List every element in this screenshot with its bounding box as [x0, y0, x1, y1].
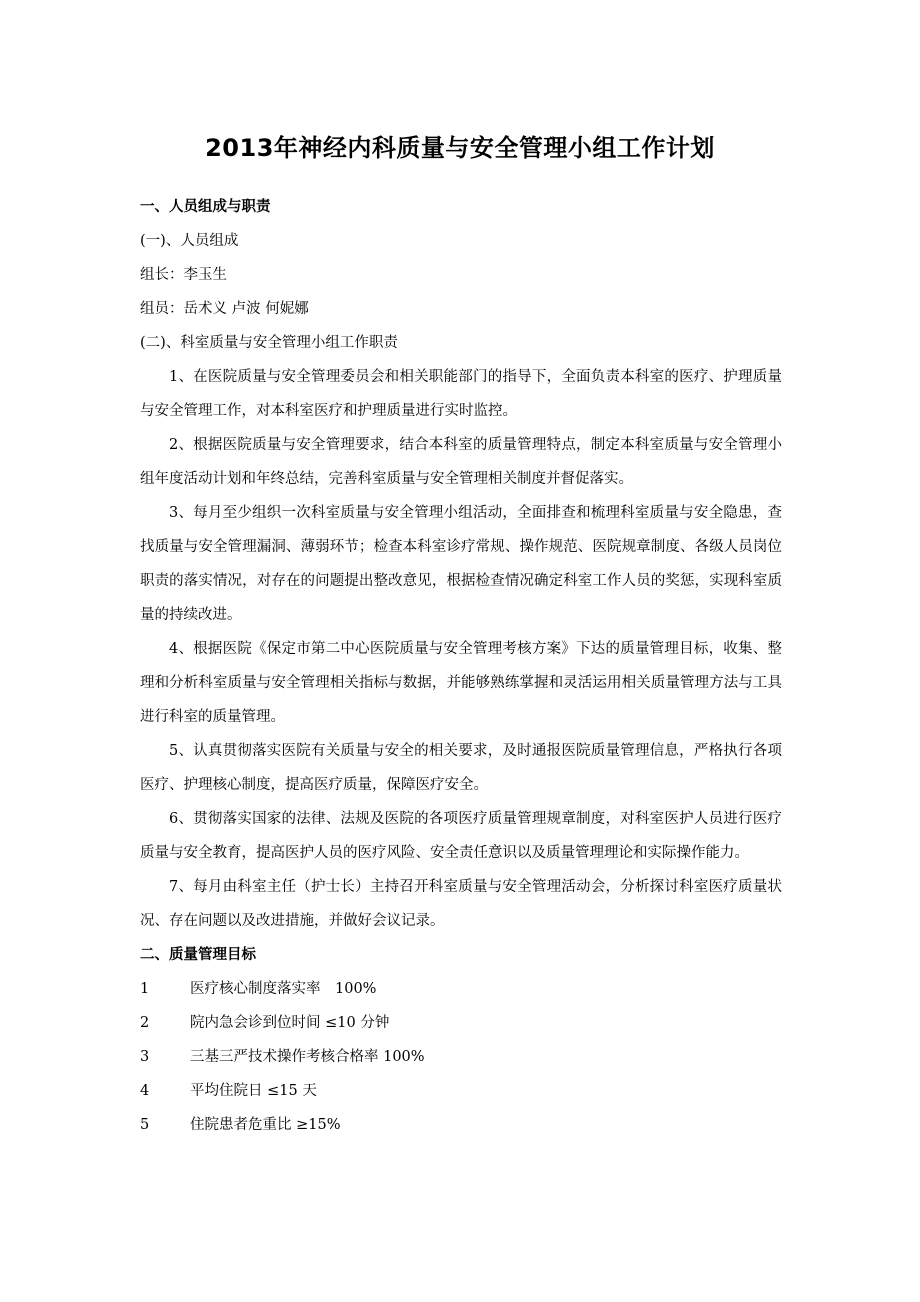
section-heading-personnel: 一、人员组成与职责 — [140, 199, 271, 215]
goal-item — [140, 972, 782, 1006]
goal-text: 平均住院日 ≤15 天 — [190, 1083, 317, 1099]
goal-number: 5 — [140, 1117, 150, 1133]
duty-paragraph: 5、认真贯彻落实医院有关质量与安全的相关要求，及时通报医院质量管理信息，严格执行各项医疗、护理核心制度，提高医疗质量，保障医疗安全。 — [140, 743, 782, 793]
subsection-heading-composition: (一)、人员组成 — [140, 233, 239, 249]
goal-item — [140, 1108, 782, 1142]
goal-number: 2 — [140, 1015, 150, 1031]
document-body — [140, 190, 782, 1142]
section-heading-goals: 二、质量管理目标 — [140, 947, 256, 963]
goal-number: 1 — [140, 981, 150, 997]
duty-paragraph: 3、每月至少组织一次科室质量与安全管理小组活动，全面排查和梳理科室质量与安全隐患，查找质量与安全管理漏洞、薄弱环节；检查本科室诊疗常规、操作规范、医院规章制度、各级人员岗位职责的落实情况，对存在的问题提出整改意见，根据检查情况确定科室工作人员的奖惩，实现科室质量的持续改进。 — [140, 505, 782, 623]
group-members: 组员：岳术义 卢波 何妮娜 — [140, 301, 309, 317]
goal-text: 住院患者危重比 ≥15% — [190, 1117, 341, 1133]
goal-text: 医疗核心制度落实率 100% — [190, 981, 377, 997]
duty-paragraph: 1、在医院质量与安全管理委员会和相关职能部门的指导下，全面负责本科室的医疗、护理质量与安全管理工作，对本科室医疗和护理质量进行实时监控。 — [140, 369, 782, 419]
goal-number: 4 — [140, 1083, 150, 1099]
goal-number: 3 — [140, 1049, 150, 1065]
goal-item — [140, 1074, 782, 1108]
goal-item — [140, 1006, 782, 1040]
duty-paragraph: 6、贯彻落实国家的法律、法规及医院的各项医疗质量管理规章制度，对科室医护人员进行医疗质量与安全教育，提高医护人员的医疗风险、安全责任意识以及质量管理理论和实际操作能力。 — [140, 811, 782, 861]
duty-paragraph: 4、根据医院《保定市第二中心医院质量与安全管理考核方案》下达的质量管理目标，收集、整理和分析科室质量与安全管理相关指标与数据，并能够熟练掌握和灵活运用相关质量管理方法与工具进行科室的质量管理。 — [140, 641, 782, 725]
goal-item — [140, 1040, 782, 1074]
group-leader: 组长：李玉生 — [140, 267, 227, 283]
goal-text: 三基三严技术操作考核合格率 100% — [190, 1049, 425, 1065]
duty-paragraph: 7、每月由科室主任（护士长）主持召开科室质量与安全管理活动会，分析探讨科室医疗质量状况、存在问题以及改进措施，并做好会议记录。 — [140, 879, 782, 929]
duty-paragraph: 2、根据医院质量与安全管理要求，结合本科室的质量管理特点，制定本科室质量与安全管理小组年度活动计划和年终总结，完善科室质量与安全管理相关制度并督促落实。 — [140, 437, 782, 487]
goal-text: 院内急会诊到位时间 ≤10 分钟 — [190, 1015, 390, 1031]
document-title: 2013年神经内科质量与安全管理小组工作计划 — [205, 134, 715, 162]
subsection-heading-duties: (二)、科室质量与安全管理小组工作职责 — [140, 335, 398, 351]
